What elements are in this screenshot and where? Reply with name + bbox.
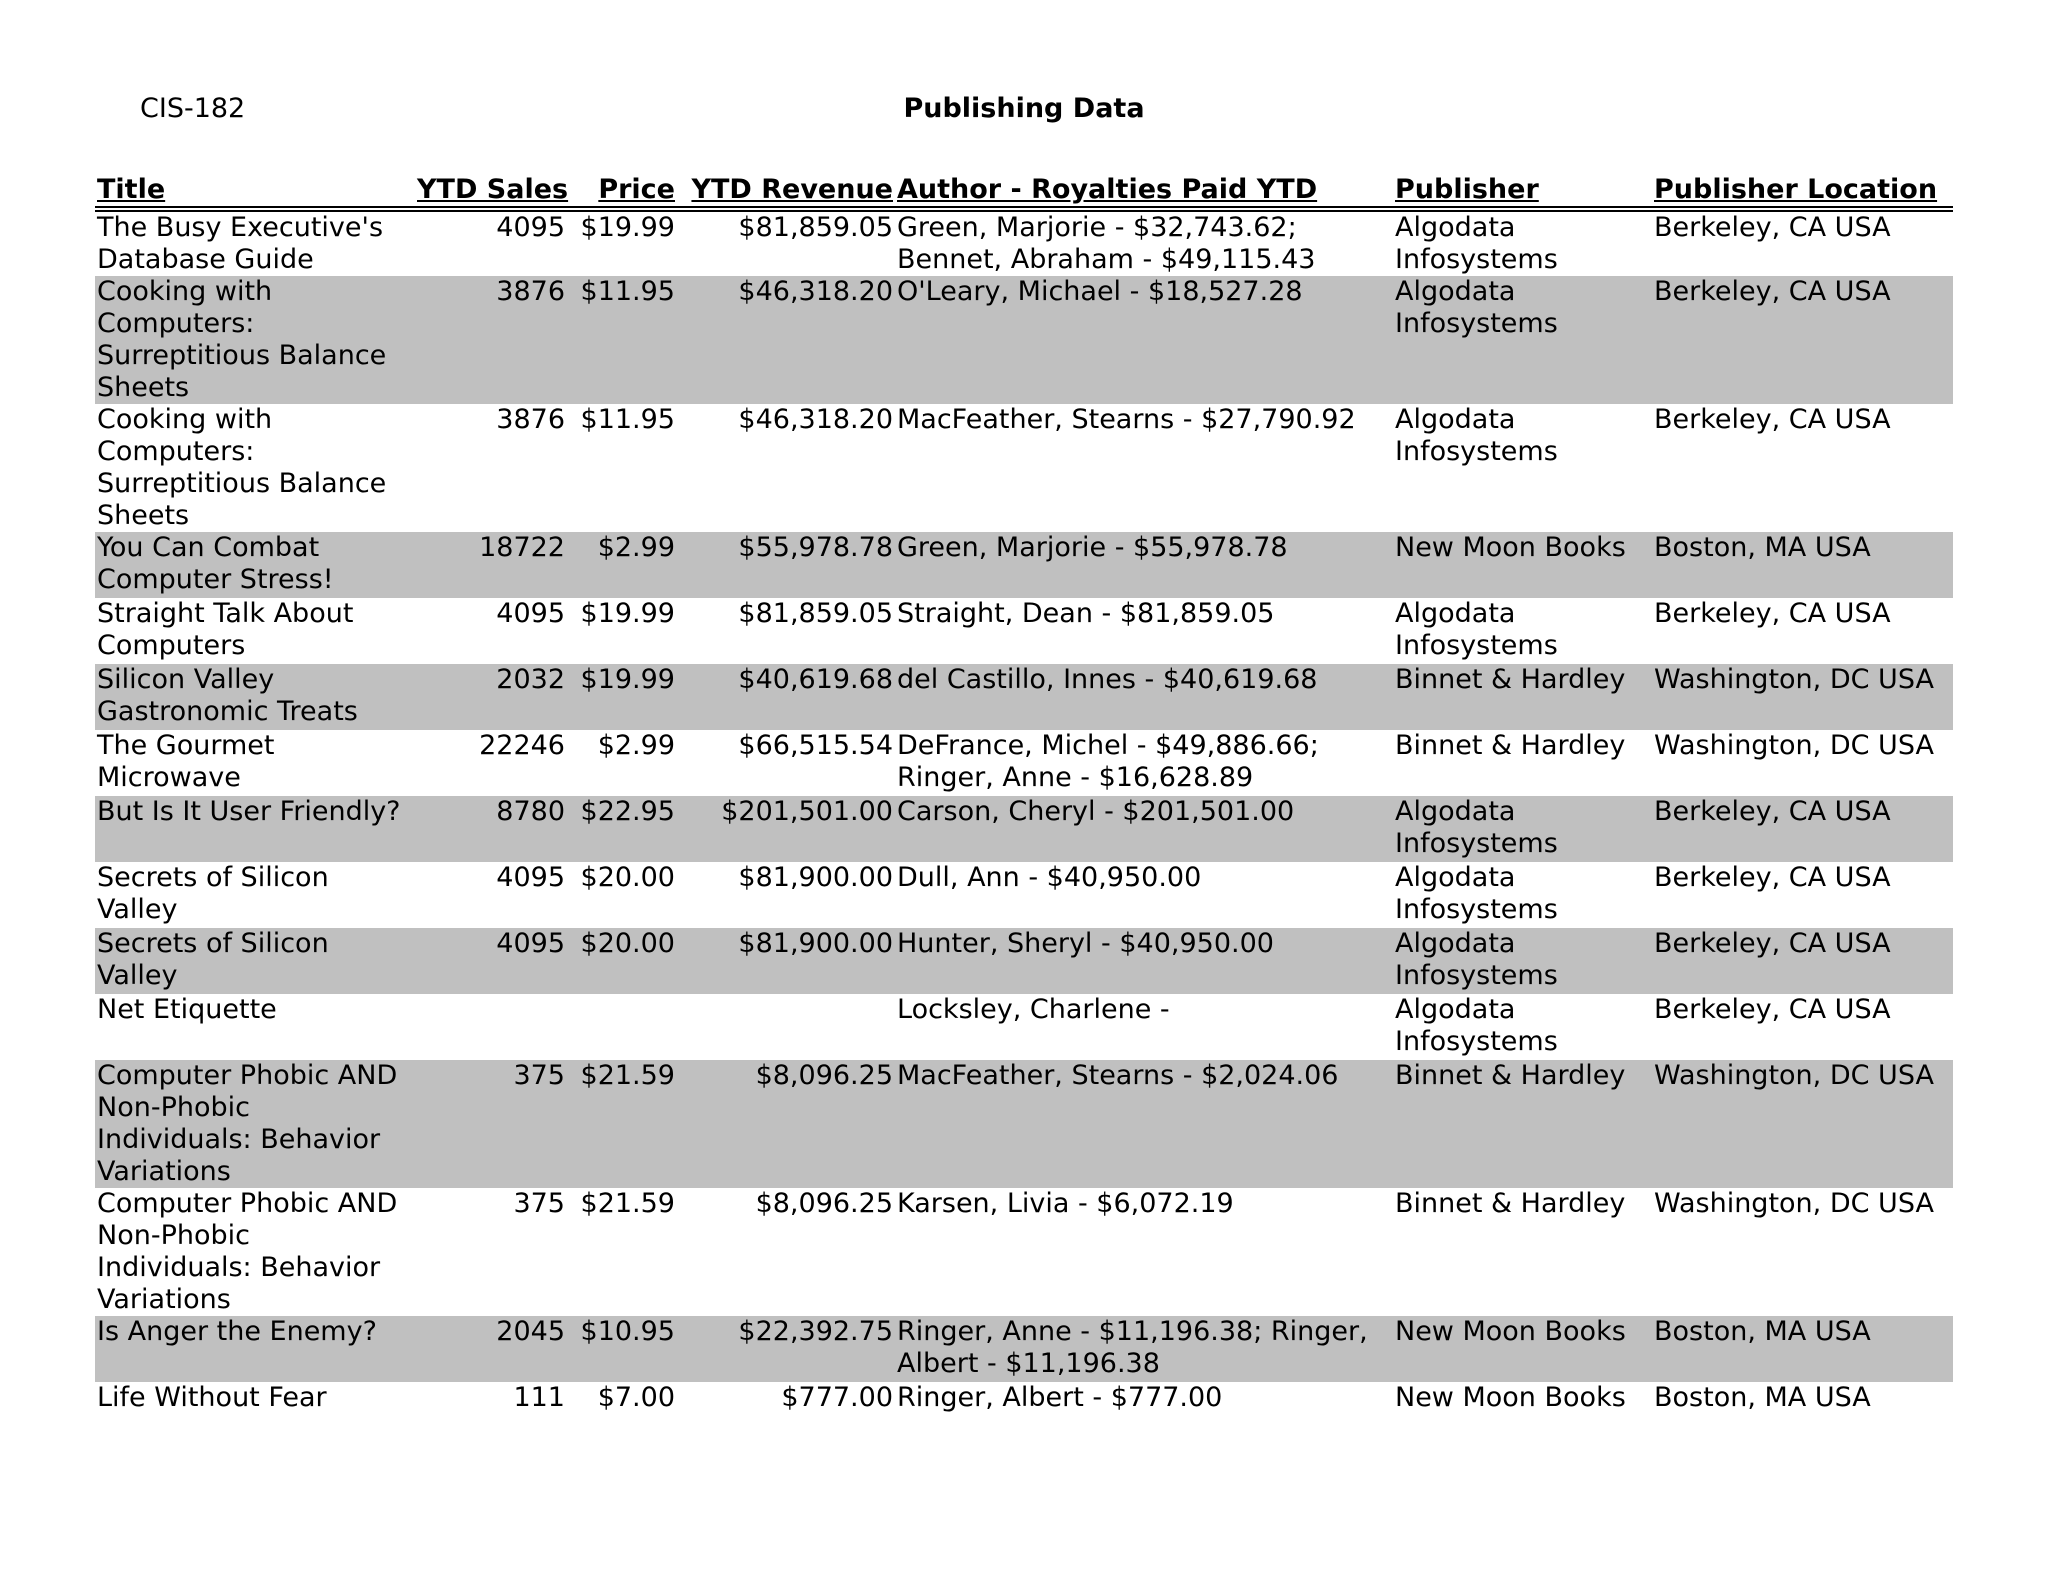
author-royalty-line: Ringer, Anne - $16,628.89 <box>897 762 1254 793</box>
ytd-revenue-cell: $46,318.20 <box>738 404 893 435</box>
publisher-location-cell: Washington, DC USA <box>1652 1060 1953 1188</box>
table-row <box>95 664 1953 730</box>
title-cell: Computer Phobic AND Non-Phobic Individuals: Behavior Variations <box>95 1060 415 1188</box>
price-cell: $11.95 <box>580 404 675 435</box>
author-royalty-line: O'Leary, Michael - $18,527.28 <box>897 276 1303 307</box>
ytd-revenue-cell: $46,318.20 <box>677 276 895 404</box>
author-royalties-cell <box>895 730 1393 796</box>
publisher-cell: Algodata Infosystems <box>1395 598 1558 661</box>
price-cell: $19.99 <box>580 598 675 629</box>
title-cell: Net Etiquette <box>97 994 277 1025</box>
price-cell: $20.00 <box>567 928 677 994</box>
title-cell: Secrets of Silicon Valley <box>95 928 415 994</box>
table-row <box>95 1060 1953 1188</box>
publisher-location-cell: Berkeley, CA USA <box>1652 276 1953 404</box>
ytd-revenue-cell: $22,392.75 <box>677 1316 895 1382</box>
publisher-location-cell: Berkeley, CA USA <box>1652 928 1953 994</box>
column-header-publisher-location: Publisher Location <box>1652 172 1953 209</box>
publisher-cell: Binnet & Hardley <box>1393 1060 1652 1188</box>
ytd-revenue-cell: $81,900.00 <box>677 928 895 994</box>
ytd-sales-cell: 4095 <box>496 212 565 243</box>
ytd-sales-cell: 4095 <box>415 928 567 994</box>
price-cell: $21.59 <box>567 1060 677 1188</box>
author-royalty-line: Locksley, Charlene - <box>897 994 1170 1025</box>
price-cell: $2.99 <box>567 532 677 598</box>
ytd-revenue-cell: $66,515.54 <box>738 730 893 761</box>
ytd-sales-cell: 8780 <box>415 796 567 862</box>
ytd-sales-cell: 4095 <box>496 598 565 629</box>
publisher-cell: Binnet & Hardley <box>1393 664 1652 730</box>
ytd-sales-cell: 3876 <box>415 276 567 404</box>
publisher-location-cell: Berkeley, CA USA <box>1654 598 1891 629</box>
publisher-cell: Algodata Infosystems <box>1395 994 1558 1057</box>
publishing-data-table <box>95 172 1953 1448</box>
author-royalties-cell <box>895 404 1393 532</box>
author-royalty-line: Green, Marjorie - $55,978.78 <box>897 532 1288 563</box>
publisher-cell: New Moon Books <box>1395 1382 1626 1413</box>
title-cell: Secrets of Silicon Valley <box>97 862 329 925</box>
ytd-revenue-cell: $55,978.78 <box>677 532 895 598</box>
publisher-cell: Algodata Infosystems <box>1393 276 1652 404</box>
ytd-sales-cell: 18722 <box>415 532 567 598</box>
table-row <box>95 209 1953 276</box>
table-row <box>95 1316 1953 1382</box>
title-cell: Life Without Fear <box>97 1382 327 1413</box>
publisher-cell: Algodata Infosystems <box>1393 928 1652 994</box>
publisher-location-cell: Berkeley, CA USA <box>1654 862 1891 893</box>
table-row <box>95 730 1953 796</box>
ytd-revenue-cell: $81,900.00 <box>738 862 893 893</box>
publisher-location-cell: Berkeley, CA USA <box>1654 212 1891 243</box>
author-royalties-cell <box>895 276 1393 404</box>
author-royalty-line: Ringer, Albert - $777.00 <box>897 1382 1223 1413</box>
publisher-location-cell: Washington, DC USA <box>1654 1188 1934 1219</box>
author-royalty-line: Hunter, Sheryl - $40,950.00 <box>897 928 1274 959</box>
price-cell: $20.00 <box>580 862 675 893</box>
price-cell: $2.99 <box>597 730 675 761</box>
ytd-revenue-cell: $8,096.25 <box>677 1060 895 1188</box>
publisher-cell: Binnet & Hardley <box>1395 730 1626 761</box>
ytd-revenue-cell: $8,096.25 <box>755 1188 893 1219</box>
author-royalty-line: Green, Marjorie - $32,743.62; <box>897 212 1297 243</box>
ytd-revenue-cell: $201,501.00 <box>677 796 895 862</box>
price-cell: $22.95 <box>567 796 677 862</box>
publisher-location-cell: Washington, DC USA <box>1654 730 1934 761</box>
ytd-revenue-cell: $81,859.05 <box>738 598 893 629</box>
publisher-cell: New Moon Books <box>1393 532 1652 598</box>
author-royalty-line: Dull, Ann - $40,950.00 <box>897 862 1202 893</box>
price-cell: $11.95 <box>567 276 677 404</box>
publisher-cell: Algodata Infosystems <box>1395 862 1558 925</box>
column-header-author-royalties: Author - Royalties Paid YTD <box>895 172 1393 209</box>
ytd-sales-cell: 3876 <box>496 404 565 435</box>
price-cell: $19.99 <box>567 664 677 730</box>
author-royalties-cell <box>895 532 1393 598</box>
title-cell: Straight Talk About Computers <box>97 598 354 661</box>
publisher-cell: New Moon Books <box>1393 1316 1652 1382</box>
author-royalty-line: Albert - $11,196.38 <box>897 1348 1160 1379</box>
price-cell <box>567 994 677 1060</box>
author-royalties-cell <box>895 862 1393 928</box>
author-royalties-cell <box>895 928 1393 994</box>
author-royalty-line: MacFeather, Stearns - $27,790.92 <box>897 404 1356 435</box>
author-royalty-line: del Castillo, Innes - $40,619.68 <box>897 664 1318 695</box>
table-row <box>95 928 1953 994</box>
table-row <box>95 404 1953 532</box>
ytd-sales-cell: 111 <box>513 1382 565 1413</box>
publisher-location-cell: Boston, MA USA <box>1654 1382 1871 1413</box>
table-row <box>95 1188 1953 1316</box>
title-cell: Cooking with Computers: Surreptitious Balance Sheets <box>95 276 415 404</box>
author-royalties-cell <box>895 1060 1393 1188</box>
author-royalties-cell <box>895 598 1393 664</box>
ytd-sales-cell: 375 <box>513 1188 565 1219</box>
table-row <box>95 1382 1953 1448</box>
column-header-ytd-sales: YTD Sales <box>415 172 567 209</box>
ytd-revenue-cell <box>677 994 895 1060</box>
ytd-sales-cell: 2045 <box>415 1316 567 1382</box>
author-royalty-line: Karsen, Livia - $6,072.19 <box>897 1188 1234 1219</box>
title-cell: But Is It User Friendly? <box>95 796 415 862</box>
author-royalty-line: Ringer, Anne - $11,196.38; Ringer, <box>897 1316 1368 1347</box>
author-royalty-line: Straight, Dean - $81,859.05 <box>897 598 1275 629</box>
price-cell: $10.95 <box>567 1316 677 1382</box>
column-header-publisher: Publisher <box>1393 172 1652 209</box>
author-royalty-line: DeFrance, Michel - $49,886.66; <box>897 730 1319 761</box>
author-royalties-cell <box>895 209 1393 276</box>
author-royalty-line: Bennet, Abraham - $49,115.43 <box>897 244 1316 275</box>
price-cell: $7.00 <box>597 1382 675 1413</box>
price-cell: $19.99 <box>580 212 675 243</box>
publisher-cell: Algodata Infosystems <box>1395 212 1558 275</box>
author-royalty-line: Carson, Cheryl - $201,501.00 <box>897 796 1295 827</box>
publisher-cell: Algodata Infosystems <box>1393 796 1652 862</box>
table-body <box>95 209 1953 1448</box>
author-royalties-cell <box>895 994 1393 1060</box>
course-code: CIS-182 <box>140 93 246 124</box>
table-row <box>95 598 1953 664</box>
author-royalties-cell <box>895 1188 1393 1316</box>
author-royalties-cell <box>895 1316 1393 1382</box>
author-royalty-line: MacFeather, Stearns - $2,024.06 <box>897 1060 1339 1091</box>
column-header-title: Title <box>95 172 415 209</box>
title-cell: You Can Combat Computer Stress! <box>95 532 415 598</box>
column-header-ytd-revenue: YTD Revenue <box>677 172 895 209</box>
ytd-revenue-cell: $40,619.68 <box>677 664 895 730</box>
ytd-revenue-cell: $81,859.05 <box>738 212 893 243</box>
ytd-sales-cell: 375 <box>415 1060 567 1188</box>
title-cell: Cooking with Computers: Surreptitious Balance Sheets <box>97 404 387 531</box>
publisher-location-cell: Washington, DC USA <box>1652 664 1953 730</box>
publisher-location-cell: Berkeley, CA USA <box>1654 994 1891 1025</box>
publisher-location-cell: Berkeley, CA USA <box>1654 404 1891 435</box>
table-row <box>95 994 1953 1060</box>
column-header-price: Price <box>567 172 677 209</box>
ytd-sales-cell <box>415 994 567 1060</box>
publisher-cell: Binnet & Hardley <box>1395 1188 1626 1219</box>
title-cell: The Gourmet Microwave <box>97 730 275 793</box>
publisher-location-cell: Boston, MA USA <box>1652 532 1953 598</box>
publisher-location-cell: Boston, MA USA <box>1652 1316 1953 1382</box>
author-royalties-cell <box>895 1382 1393 1448</box>
publisher-cell: Algodata Infosystems <box>1395 404 1558 467</box>
table-row <box>95 276 1953 404</box>
ytd-sales-cell: 22246 <box>479 730 565 761</box>
table-row <box>95 862 1953 928</box>
title-cell: Is Anger the Enemy? <box>95 1316 415 1382</box>
table-row <box>95 796 1953 862</box>
report-title: Publishing Data <box>903 93 1145 124</box>
title-cell: Computer Phobic AND Non-Phobic Individuals: Behavior Variations <box>97 1188 398 1315</box>
ytd-sales-cell: 4095 <box>496 862 565 893</box>
publisher-location-cell: Berkeley, CA USA <box>1652 796 1953 862</box>
ytd-sales-cell: 2032 <box>415 664 567 730</box>
ytd-revenue-cell: $777.00 <box>781 1382 893 1413</box>
author-royalties-cell <box>895 796 1393 862</box>
table-header-row <box>95 172 1953 209</box>
title-cell: The Busy Executive's Database Guide <box>97 212 384 275</box>
table-row <box>95 532 1953 598</box>
title-cell: Silicon Valley Gastronomic Treats <box>95 664 415 730</box>
author-royalties-cell <box>895 664 1393 730</box>
price-cell: $21.59 <box>580 1188 675 1219</box>
